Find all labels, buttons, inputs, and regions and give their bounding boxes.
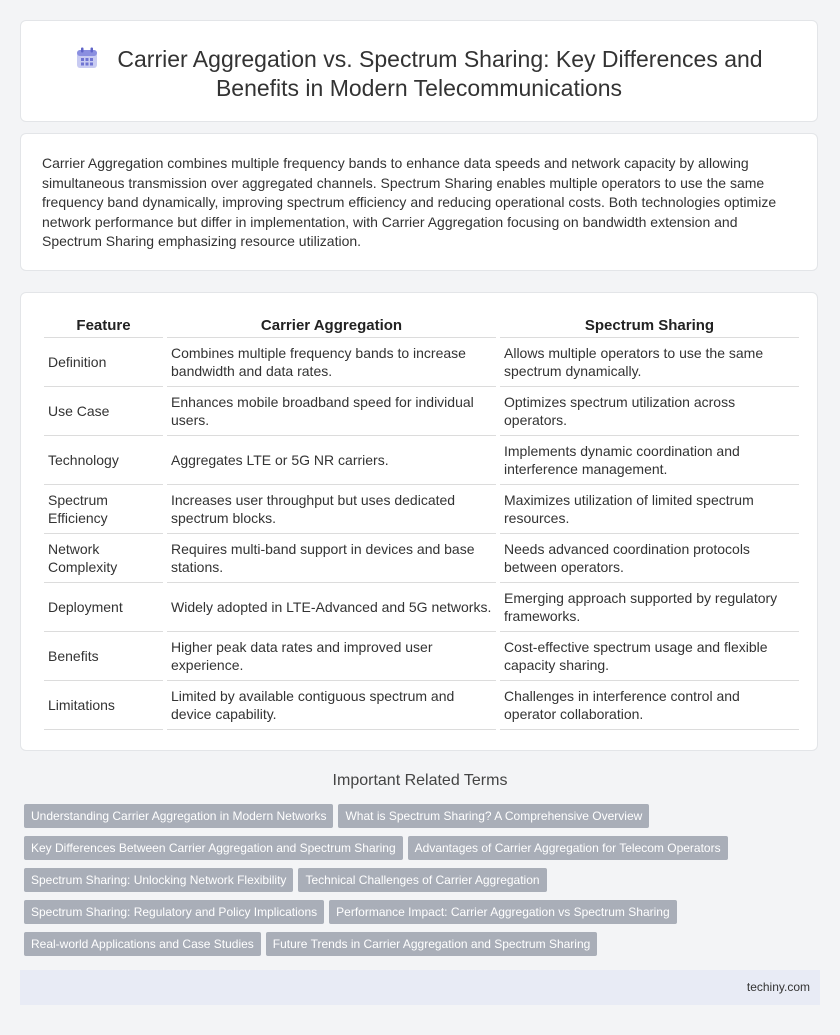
header-spectrum-sharing: Spectrum Sharing xyxy=(500,313,799,338)
title-card xyxy=(20,20,818,122)
related-terms-title: Important Related Terms xyxy=(332,772,508,789)
table-row xyxy=(44,583,799,632)
table-row xyxy=(44,632,799,681)
related-term-tag[interactable]: Understanding Carrier Aggregation in Modern Networks xyxy=(24,804,333,828)
cell-spectrum-sharing: Optimizes spectrum utilization across operators. xyxy=(500,387,799,436)
related-term-tag[interactable]: Future Trends in Carrier Aggregation and Spectrum Sharing xyxy=(266,932,598,956)
related-term-tag[interactable]: Technical Challenges of Carrier Aggregation xyxy=(298,868,546,892)
table-row xyxy=(44,338,799,387)
table-row xyxy=(44,436,799,485)
cell-carrier-aggregation: Combines multiple frequency bands to increase bandwidth and data rates. xyxy=(167,338,496,387)
cell-carrier-aggregation: Enhances mobile broadband speed for individual users. xyxy=(167,387,496,436)
cell-spectrum-sharing: Allows multiple operators to use the same spectrum dynamically. xyxy=(500,338,799,387)
cell-carrier-aggregation: Widely adopted in LTE-Advanced and 5G networks. xyxy=(167,583,496,632)
related-term-tag[interactable]: Advantages of Carrier Aggregation for Telecom Operators xyxy=(408,836,728,860)
cell-spectrum-sharing: Cost-effective spectrum usage and flexible capacity sharing. xyxy=(500,632,799,681)
cell-feature: Use Case xyxy=(44,387,163,436)
cell-feature: Spectrum Efficiency xyxy=(44,485,163,534)
footer xyxy=(20,970,820,1005)
related-terms-list xyxy=(24,804,824,964)
cell-spectrum-sharing: Maximizes utilization of limited spectrum resources. xyxy=(500,485,799,534)
cell-feature: Benefits xyxy=(44,632,163,681)
cell-carrier-aggregation: Increases user throughput but uses dedicated spectrum blocks. xyxy=(167,485,496,534)
intro-card xyxy=(20,133,818,271)
table-row xyxy=(44,387,799,436)
cell-feature: Deployment xyxy=(44,583,163,632)
cell-spectrum-sharing: Emerging approach supported by regulatory frameworks. xyxy=(500,583,799,632)
table-header-row xyxy=(44,313,799,338)
cell-carrier-aggregation: Higher peak data rates and improved user experience. xyxy=(167,632,496,681)
related-term-tag[interactable]: Performance Impact: Carrier Aggregation vs Spectrum Sharing xyxy=(329,900,676,924)
intro-paragraph: Carrier Aggregation combines multiple frequency bands to enhance data speeds and network capacity by allowing simultaneous transmission over aggregated channels. Spectrum Sharing enables multiple operators to use the same frequency band dynamically, improving spectrum efficiency and reducing operational costs. Both technologies optimize network performance but differ in implementation, with Carrier Aggregation focusing on bandwidth extension and Spectrum Sharing emphasizing resource utilization. xyxy=(42,155,777,250)
cell-carrier-aggregation: Requires multi-band support in devices and base stations. xyxy=(167,534,496,583)
cell-spectrum-sharing: Implements dynamic coordination and interference management. xyxy=(500,436,799,485)
table-card xyxy=(20,292,818,751)
cell-carrier-aggregation: Limited by available contiguous spectrum and device capability. xyxy=(167,681,496,730)
header-feature: Feature xyxy=(44,313,163,338)
related-term-tag[interactable]: Key Differences Between Carrier Aggregation and Spectrum Sharing xyxy=(24,836,403,860)
table-row xyxy=(44,534,799,583)
page-title xyxy=(21,45,817,103)
cell-spectrum-sharing: Challenges in interference control and operator collaboration. xyxy=(500,681,799,730)
page-title-text: Carrier Aggregation vs. Spectrum Sharing: Key Differences and Benefits in Modern Telecommunications xyxy=(117,46,763,101)
tag-row xyxy=(24,932,824,964)
cell-feature: Network Complexity xyxy=(44,534,163,583)
related-term-tag[interactable]: Spectrum Sharing: Unlocking Network Flexibility xyxy=(24,868,293,892)
tag-row xyxy=(24,868,824,900)
tag-row xyxy=(24,836,824,868)
cell-feature: Limitations xyxy=(44,681,163,730)
related-term-tag[interactable]: Spectrum Sharing: Regulatory and Policy Implications xyxy=(24,900,324,924)
comparison-table xyxy=(44,313,799,730)
table-row xyxy=(44,485,799,534)
cell-carrier-aggregation: Aggregates LTE or 5G NR carriers. xyxy=(167,436,496,485)
calendar-icon xyxy=(75,46,99,70)
related-term-tag[interactable]: What is Spectrum Sharing? A Comprehensive Overview xyxy=(338,804,649,828)
header-carrier-aggregation: Carrier Aggregation xyxy=(167,313,496,338)
tag-row xyxy=(24,804,824,836)
cell-feature: Technology xyxy=(44,436,163,485)
cell-feature: Definition xyxy=(44,338,163,387)
related-term-tag[interactable]: Real-world Applications and Case Studies xyxy=(24,932,261,956)
table-row xyxy=(44,681,799,730)
footer-site[interactable]: techiny.com xyxy=(746,980,810,994)
cell-spectrum-sharing: Needs advanced coordination protocols between operators. xyxy=(500,534,799,583)
tag-row xyxy=(24,900,824,932)
